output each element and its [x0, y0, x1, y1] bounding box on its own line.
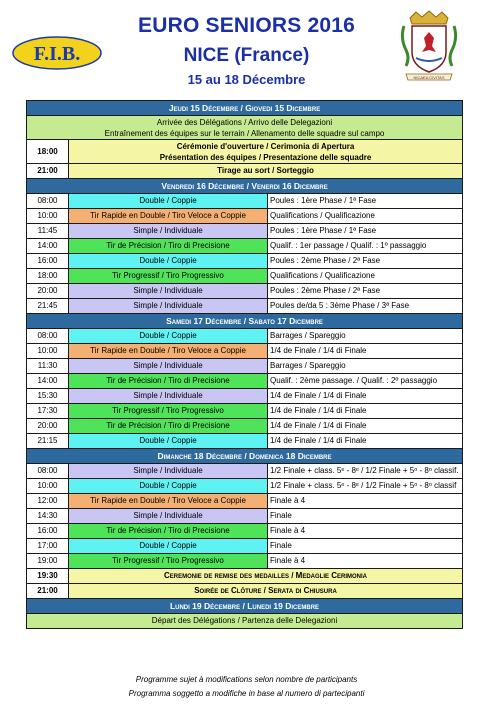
- time-cell: 11:45: [27, 224, 69, 239]
- phase-cell: Barrages / Spareggio: [268, 329, 463, 344]
- phase-cell: Qualif. : 2ème passage. / Qualif. : 2º passaggio: [268, 374, 463, 389]
- draw-cell: Tirage au sort / Sorteggio: [69, 164, 463, 179]
- time-cell: 17:30: [27, 404, 69, 419]
- day-header-saturday: Samedi 17 Décembre / Sabato 17 Dicembre: [27, 314, 463, 329]
- day-header-thursday: Jeudi 15 Décembre / Giovedi 15 Dicembre: [27, 101, 463, 116]
- time-cell: 14:00: [27, 239, 69, 254]
- phase-cell: Finale à 4: [268, 494, 463, 509]
- event-cell: Simple / Individuale: [69, 224, 268, 239]
- time-cell: 08:00: [27, 329, 69, 344]
- phase-cell: 1/4 de Finale / 1/4 di Finale: [268, 419, 463, 434]
- phase-cell: Poules : 1ère Phase / 1ª Fase: [268, 194, 463, 209]
- opening-ceremony-line: Cérémonie d'ouverture / Cerimonia di Apertura: [176, 141, 355, 151]
- phase-cell: Poules de/da 5 : 3ème Phase / 3ª Fase: [268, 299, 463, 314]
- event-cell: Simple / Individuale: [69, 359, 268, 374]
- time-cell: 19:30: [27, 569, 69, 584]
- time-cell: 17:00: [27, 539, 69, 554]
- page-city: NICE (France): [183, 45, 310, 66]
- nice-crest-icon: [396, 8, 462, 86]
- event-cell: Tir Rapide en Double / Tiro Veloce a Coppie: [69, 209, 268, 224]
- time-cell: 08:00: [27, 464, 69, 479]
- event-cell: Double / Coppie: [69, 194, 268, 209]
- time-cell: 10:00: [27, 209, 69, 224]
- fib-logo-text: F.I.B.: [33, 43, 81, 65]
- time-cell: 20:00: [27, 284, 69, 299]
- event-cell: Tir de Précision / Tiro di Precisione: [69, 239, 268, 254]
- event-cell: Tir Progressif / Tiro Progressivo: [69, 269, 268, 284]
- phase-cell: Finale à 4: [268, 554, 463, 569]
- time-cell: 14:30: [27, 509, 69, 524]
- page-title: EURO SENIORS 2016: [138, 14, 355, 37]
- closing-evening-cell: Soirée de Clôture / Serata di Chiusura: [69, 584, 463, 599]
- event-cell: Tir Progressif / Tiro Progressivo: [69, 554, 268, 569]
- crest-text: NICAEA CIVITAS: [413, 75, 445, 80]
- day-header-friday: Vendredi 16 Décembre / Venerdi 16 Dicembre: [27, 179, 463, 194]
- time-cell: 19:00: [27, 554, 69, 569]
- phase-cell: Finale à 4: [268, 524, 463, 539]
- phase-cell: Barrages / Spareggio: [268, 359, 463, 374]
- event-cell: Tir Rapide en Double / Tiro Veloce a Coppie: [69, 344, 268, 359]
- arrivals-cell: [27, 116, 463, 140]
- event-cell: Simple / Individuale: [69, 509, 268, 524]
- training-line: Entraînement des équipes sur le terrain / Allenamento delle squadre sul campo: [104, 128, 385, 138]
- time-cell: 21:00: [27, 164, 69, 179]
- time-cell: 16:00: [27, 254, 69, 269]
- event-cell: Double / Coppie: [69, 254, 268, 269]
- event-cell: Simple / Individuale: [69, 464, 268, 479]
- phase-cell: 1/4 de Finale / 1/4 di Finale: [268, 404, 463, 419]
- time-cell: 21:00: [27, 584, 69, 599]
- time-cell: 11:30: [27, 359, 69, 374]
- phase-cell: 1/4 de Finale / 1/4 di Finale: [268, 434, 463, 449]
- event-cell: Tir de Précision / Tiro di Precisione: [69, 524, 268, 539]
- medal-ceremony-cell: Ceremonie de remise des medailles / Medaglie Cerimonia: [69, 569, 463, 584]
- time-cell: 18:00: [27, 269, 69, 284]
- event-cell: Tir de Précision / Tiro di Precisione: [69, 419, 268, 434]
- footer-note-fr: Programme sujet à modifications selon nombre de participants: [135, 675, 358, 684]
- time-cell: 20:00: [27, 419, 69, 434]
- phase-cell: Poules : 2ème Phase / 2ª Fase: [268, 284, 463, 299]
- event-cell: Tir de Précision / Tiro di Precisione: [69, 374, 268, 389]
- time-cell: 16:00: [27, 524, 69, 539]
- phase-cell: Poules : 2ème Phase / 2ª Fase: [268, 254, 463, 269]
- day-header-row: [27, 101, 463, 116]
- departures-cell: Départ des Délégations / Partenza delle Delegazioni: [27, 614, 463, 629]
- time-cell: 21:45: [27, 299, 69, 314]
- footer-note-it: Programma soggetto a modifiche in base al numero di partecipanti: [128, 689, 365, 698]
- event-cell: Simple / Individuale: [69, 389, 268, 404]
- phase-cell: 1/2 Finale + class. 5ᵉ - 8ᵉ / 1/2 Finale + 5ᵒ - 8ᵒ classif.: [268, 464, 463, 479]
- arrivals-line: Arrivée des Délégations / Arrivo delle Delegazioni: [156, 117, 333, 127]
- time-cell: 21:15: [27, 434, 69, 449]
- event-cell: Double / Coppie: [69, 329, 268, 344]
- event-cell: Simple / Individuale: [69, 284, 268, 299]
- event-cell: Simple / Individuale: [69, 299, 268, 314]
- phase-cell: Finale: [268, 509, 463, 524]
- day-header-sunday: Dimanche 18 Décembre / Domenica 18 Dicembre: [27, 449, 463, 464]
- time-cell: 18:00: [27, 140, 69, 164]
- time-cell: 14:00: [27, 374, 69, 389]
- phase-cell: Qualifications / Qualificazione: [268, 209, 463, 224]
- time-cell: 08:00: [27, 194, 69, 209]
- phase-cell: 1/2 Finale + class. 5ᵉ - 8ᵉ / 1/2 Finale + 5ᵒ - 8ᵒ classif: [268, 479, 463, 494]
- team-presentation-line: Présentation des équipes / Presentazione delle squadre: [159, 152, 372, 162]
- time-cell: 10:00: [27, 479, 69, 494]
- page-header: [0, 0, 493, 94]
- phase-cell: 1/4 de Finale / 1/4 di Finale: [268, 389, 463, 404]
- day-header-monday: Lundi 19 Décembre / Lunedi 19 Dicembre: [27, 599, 463, 614]
- event-cell: Double / Coppie: [69, 434, 268, 449]
- phase-cell: Qualif. : 1er passage / Qualif. : 1º passaggio: [268, 239, 463, 254]
- event-cell: Tir Progressif / Tiro Progressivo: [69, 404, 268, 419]
- phase-cell: 1/4 de Finale / 1/4 di Finale: [268, 344, 463, 359]
- event-cell: Tir Rapide en Double / Tiro Veloce a Coppie: [69, 494, 268, 509]
- time-cell: 12:00: [27, 494, 69, 509]
- opening-ceremony-cell: [69, 140, 463, 164]
- time-cell: 15:30: [27, 389, 69, 404]
- schedule-table: [26, 100, 463, 629]
- phase-cell: Qualifications / Qualificazione: [268, 269, 463, 284]
- time-cell: 10:00: [27, 344, 69, 359]
- event-cell: Double / Coppie: [69, 479, 268, 494]
- phase-cell: Finale: [268, 539, 463, 554]
- phase-cell: Poules : 1ère Phase / 1ª Fase: [268, 224, 463, 239]
- page-dates: 15 au 18 Décembre: [187, 72, 306, 87]
- event-cell: Double / Coppie: [69, 539, 268, 554]
